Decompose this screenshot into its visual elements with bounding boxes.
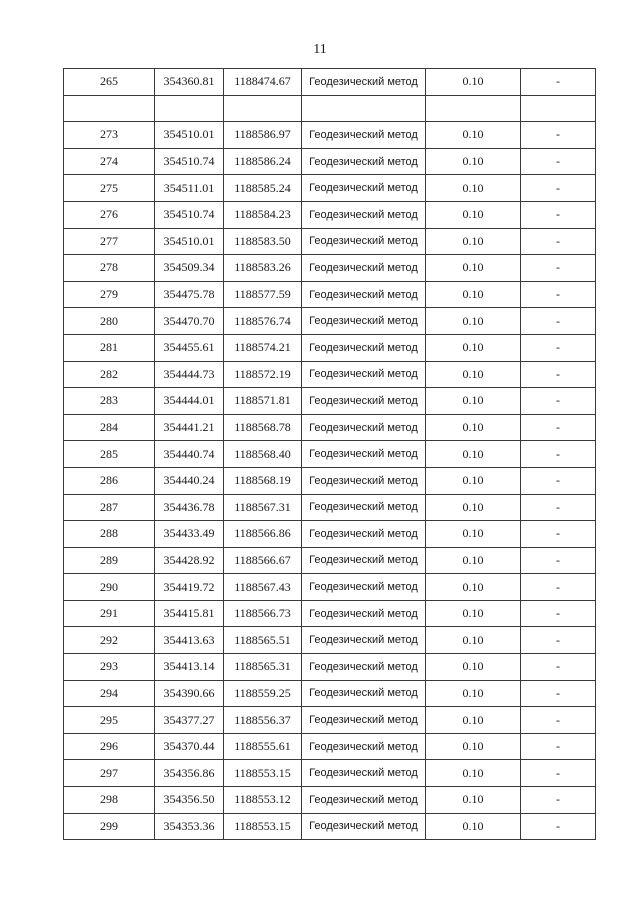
- accuracy-cell: 0.10: [426, 707, 521, 734]
- table-row: [64, 441, 596, 468]
- note-cell: -: [521, 547, 596, 574]
- table-row: [64, 122, 596, 149]
- y-coordinate-cell: 1188559.25: [224, 680, 302, 707]
- point-number-cell: 296: [64, 733, 155, 760]
- method-cell: Геодезический метод: [302, 122, 426, 149]
- y-coordinate-cell: 1188583.26: [224, 255, 302, 282]
- note-cell: -: [521, 388, 596, 415]
- method-cell: Геодезический метод: [302, 627, 426, 654]
- accuracy-cell: 0.10: [426, 680, 521, 707]
- table-row: [64, 627, 596, 654]
- accuracy-cell: 0.10: [426, 521, 521, 548]
- accuracy-cell: [426, 95, 521, 122]
- accuracy-cell: 0.10: [426, 733, 521, 760]
- accuracy-cell: 0.10: [426, 627, 521, 654]
- point-number-cell: 274: [64, 148, 155, 175]
- note-cell: -: [521, 680, 596, 707]
- method-cell: Геодезический метод: [302, 521, 426, 548]
- note-cell: -: [521, 600, 596, 627]
- y-coordinate-cell: 1188571.81: [224, 388, 302, 415]
- accuracy-cell: 0.10: [426, 441, 521, 468]
- table-row: [64, 334, 596, 361]
- x-coordinate-cell: [155, 95, 224, 122]
- page-number: 11: [313, 42, 327, 57]
- method-cell: Геодезический метод: [302, 600, 426, 627]
- method-cell: Геодезический метод: [302, 547, 426, 574]
- note-cell: [521, 95, 596, 122]
- point-number-cell: 287: [64, 494, 155, 521]
- point-number-cell: 289: [64, 547, 155, 574]
- point-number-cell: 273: [64, 122, 155, 149]
- accuracy-cell: 0.10: [426, 228, 521, 255]
- y-coordinate-cell: 1188577.59: [224, 281, 302, 308]
- y-coordinate-cell: 1188566.67: [224, 547, 302, 574]
- table-row: [64, 201, 596, 228]
- x-coordinate-cell: 354441.21: [155, 414, 224, 441]
- method-cell: Геодезический метод: [302, 308, 426, 335]
- point-number-cell: 288: [64, 521, 155, 548]
- method-cell: Геодезический метод: [302, 334, 426, 361]
- table-row: [64, 680, 596, 707]
- accuracy-cell: 0.10: [426, 334, 521, 361]
- accuracy-cell: 0.10: [426, 654, 521, 681]
- method-cell: Геодезический метод: [302, 787, 426, 814]
- table-row: [64, 308, 596, 335]
- point-number-cell: 295: [64, 707, 155, 734]
- y-coordinate-cell: 1188555.61: [224, 733, 302, 760]
- x-coordinate-cell: 354428.92: [155, 547, 224, 574]
- y-coordinate-cell: 1188586.97: [224, 122, 302, 149]
- method-cell: Геодезический метод: [302, 441, 426, 468]
- y-coordinate-cell: 1188584.23: [224, 201, 302, 228]
- note-cell: -: [521, 813, 596, 840]
- x-coordinate-cell: 354510.74: [155, 148, 224, 175]
- note-cell: -: [521, 308, 596, 335]
- y-coordinate-cell: 1188556.37: [224, 707, 302, 734]
- accuracy-cell: 0.10: [426, 787, 521, 814]
- point-number-cell: 292: [64, 627, 155, 654]
- accuracy-cell: 0.10: [426, 388, 521, 415]
- accuracy-cell: 0.10: [426, 308, 521, 335]
- x-coordinate-cell: 354413.14: [155, 654, 224, 681]
- method-cell: Геодезический метод: [302, 255, 426, 282]
- method-cell: [302, 95, 426, 122]
- method-cell: Геодезический метод: [302, 680, 426, 707]
- method-cell: Геодезический метод: [302, 733, 426, 760]
- x-coordinate-cell: 354415.81: [155, 600, 224, 627]
- y-coordinate-cell: 1188566.73: [224, 600, 302, 627]
- note-cell: -: [521, 414, 596, 441]
- table-row: [64, 414, 596, 441]
- accuracy-cell: 0.10: [426, 281, 521, 308]
- x-coordinate-cell: 354440.74: [155, 441, 224, 468]
- note-cell: -: [521, 760, 596, 787]
- table-row: [64, 69, 596, 96]
- point-number-cell: 278: [64, 255, 155, 282]
- x-coordinate-cell: 354440.24: [155, 467, 224, 494]
- table-row: [64, 388, 596, 415]
- table-row: [64, 787, 596, 814]
- point-number-cell: 283: [64, 388, 155, 415]
- method-cell: Геодезический метод: [302, 281, 426, 308]
- note-cell: -: [521, 574, 596, 601]
- method-cell: Геодезический метод: [302, 707, 426, 734]
- table-row: [64, 494, 596, 521]
- note-cell: -: [521, 787, 596, 814]
- note-cell: -: [521, 707, 596, 734]
- method-cell: Геодезический метод: [302, 228, 426, 255]
- note-cell: -: [521, 69, 596, 96]
- note-cell: -: [521, 281, 596, 308]
- point-number-cell: [64, 95, 155, 122]
- table-row: [64, 813, 596, 840]
- table-row: [64, 148, 596, 175]
- accuracy-cell: 0.10: [426, 414, 521, 441]
- y-coordinate-cell: 1188553.15: [224, 813, 302, 840]
- table-row: [64, 175, 596, 202]
- x-coordinate-cell: 354419.72: [155, 574, 224, 601]
- x-coordinate-cell: 354353.36: [155, 813, 224, 840]
- method-cell: Геодезический метод: [302, 388, 426, 415]
- note-cell: -: [521, 175, 596, 202]
- point-number-cell: 276: [64, 201, 155, 228]
- point-number-cell: 281: [64, 334, 155, 361]
- x-coordinate-cell: 354509.34: [155, 255, 224, 282]
- method-cell: Геодезический метод: [302, 760, 426, 787]
- point-number-cell: 298: [64, 787, 155, 814]
- accuracy-cell: 0.10: [426, 361, 521, 388]
- coordinates-table: [63, 68, 596, 840]
- method-cell: Геодезический метод: [302, 494, 426, 521]
- point-number-cell: 284: [64, 414, 155, 441]
- x-coordinate-cell: 354475.78: [155, 281, 224, 308]
- y-coordinate-cell: 1188553.12: [224, 787, 302, 814]
- table-row: [64, 600, 596, 627]
- point-number-cell: 290: [64, 574, 155, 601]
- note-cell: -: [521, 467, 596, 494]
- note-cell: -: [521, 334, 596, 361]
- y-coordinate-cell: 1188568.40: [224, 441, 302, 468]
- point-number-cell: 291: [64, 600, 155, 627]
- y-coordinate-cell: 1188565.31: [224, 654, 302, 681]
- x-coordinate-cell: 354470.70: [155, 308, 224, 335]
- method-cell: Геодезический метод: [302, 414, 426, 441]
- point-number-cell: 277: [64, 228, 155, 255]
- method-cell: Геодезический метод: [302, 467, 426, 494]
- x-coordinate-cell: 354377.27: [155, 707, 224, 734]
- method-cell: Геодезический метод: [302, 148, 426, 175]
- y-coordinate-cell: 1188586.24: [224, 148, 302, 175]
- x-coordinate-cell: 354510.74: [155, 201, 224, 228]
- y-coordinate-cell: 1188572.19: [224, 361, 302, 388]
- table-row: [64, 654, 596, 681]
- x-coordinate-cell: 354510.01: [155, 228, 224, 255]
- y-coordinate-cell: 1188553.15: [224, 760, 302, 787]
- table-row: [64, 574, 596, 601]
- accuracy-cell: 0.10: [426, 201, 521, 228]
- y-coordinate-cell: 1188583.50: [224, 228, 302, 255]
- y-coordinate-cell: 1188568.78: [224, 414, 302, 441]
- accuracy-cell: 0.10: [426, 813, 521, 840]
- accuracy-cell: 0.10: [426, 574, 521, 601]
- y-coordinate-cell: 1188585.24: [224, 175, 302, 202]
- table-row: [64, 467, 596, 494]
- method-cell: Геодезический метод: [302, 574, 426, 601]
- point-number-cell: 282: [64, 361, 155, 388]
- x-coordinate-cell: 354510.01: [155, 122, 224, 149]
- note-cell: -: [521, 494, 596, 521]
- table-row: [64, 95, 596, 122]
- x-coordinate-cell: 354444.01: [155, 388, 224, 415]
- point-number-cell: 293: [64, 654, 155, 681]
- x-coordinate-cell: 354436.78: [155, 494, 224, 521]
- accuracy-cell: 0.10: [426, 148, 521, 175]
- x-coordinate-cell: 354390.66: [155, 680, 224, 707]
- table-row: [64, 733, 596, 760]
- method-cell: Геодезический метод: [302, 201, 426, 228]
- note-cell: -: [521, 361, 596, 388]
- note-cell: -: [521, 733, 596, 760]
- y-coordinate-cell: 1188574.21: [224, 334, 302, 361]
- accuracy-cell: 0.10: [426, 547, 521, 574]
- x-coordinate-cell: 354433.49: [155, 521, 224, 548]
- point-number-cell: 265: [64, 69, 155, 96]
- accuracy-cell: 0.10: [426, 467, 521, 494]
- x-coordinate-cell: 354360.81: [155, 69, 224, 96]
- method-cell: Геодезический метод: [302, 175, 426, 202]
- note-cell: -: [521, 654, 596, 681]
- accuracy-cell: 0.10: [426, 69, 521, 96]
- x-coordinate-cell: 354444.73: [155, 361, 224, 388]
- x-coordinate-cell: 354356.50: [155, 787, 224, 814]
- note-cell: -: [521, 148, 596, 175]
- note-cell: -: [521, 521, 596, 548]
- method-cell: Геодезический метод: [302, 813, 426, 840]
- accuracy-cell: 0.10: [426, 122, 521, 149]
- coordinates-table-body: [64, 69, 596, 840]
- note-cell: -: [521, 441, 596, 468]
- method-cell: Геодезический метод: [302, 69, 426, 96]
- accuracy-cell: 0.10: [426, 255, 521, 282]
- y-coordinate-cell: 1188568.19: [224, 467, 302, 494]
- y-coordinate-cell: 1188474.67: [224, 69, 302, 96]
- point-number-cell: 286: [64, 467, 155, 494]
- point-number-cell: 275: [64, 175, 155, 202]
- note-cell: -: [521, 122, 596, 149]
- point-number-cell: 280: [64, 308, 155, 335]
- x-coordinate-cell: 354370.44: [155, 733, 224, 760]
- table-row: [64, 707, 596, 734]
- point-number-cell: 297: [64, 760, 155, 787]
- accuracy-cell: 0.10: [426, 760, 521, 787]
- x-coordinate-cell: 354356.86: [155, 760, 224, 787]
- note-cell: -: [521, 627, 596, 654]
- x-coordinate-cell: 354413.63: [155, 627, 224, 654]
- note-cell: -: [521, 255, 596, 282]
- method-cell: Геодезический метод: [302, 361, 426, 388]
- point-number-cell: 279: [64, 281, 155, 308]
- accuracy-cell: 0.10: [426, 175, 521, 202]
- accuracy-cell: 0.10: [426, 600, 521, 627]
- y-coordinate-cell: 1188566.86: [224, 521, 302, 548]
- y-coordinate-cell: 1188567.31: [224, 494, 302, 521]
- note-cell: -: [521, 228, 596, 255]
- table-row: [64, 547, 596, 574]
- x-coordinate-cell: 354455.61: [155, 334, 224, 361]
- point-number-cell: 285: [64, 441, 155, 468]
- table-row: [64, 255, 596, 282]
- note-cell: -: [521, 201, 596, 228]
- table-row: [64, 760, 596, 787]
- table-row: [64, 521, 596, 548]
- y-coordinate-cell: [224, 95, 302, 122]
- point-number-cell: 294: [64, 680, 155, 707]
- point-number-cell: 299: [64, 813, 155, 840]
- x-coordinate-cell: 354511.01: [155, 175, 224, 202]
- table-row: [64, 361, 596, 388]
- y-coordinate-cell: 1188576.74: [224, 308, 302, 335]
- table-row: [64, 281, 596, 308]
- y-coordinate-cell: 1188565.51: [224, 627, 302, 654]
- table-row: [64, 228, 596, 255]
- y-coordinate-cell: 1188567.43: [224, 574, 302, 601]
- method-cell: Геодезический метод: [302, 654, 426, 681]
- accuracy-cell: 0.10: [426, 494, 521, 521]
